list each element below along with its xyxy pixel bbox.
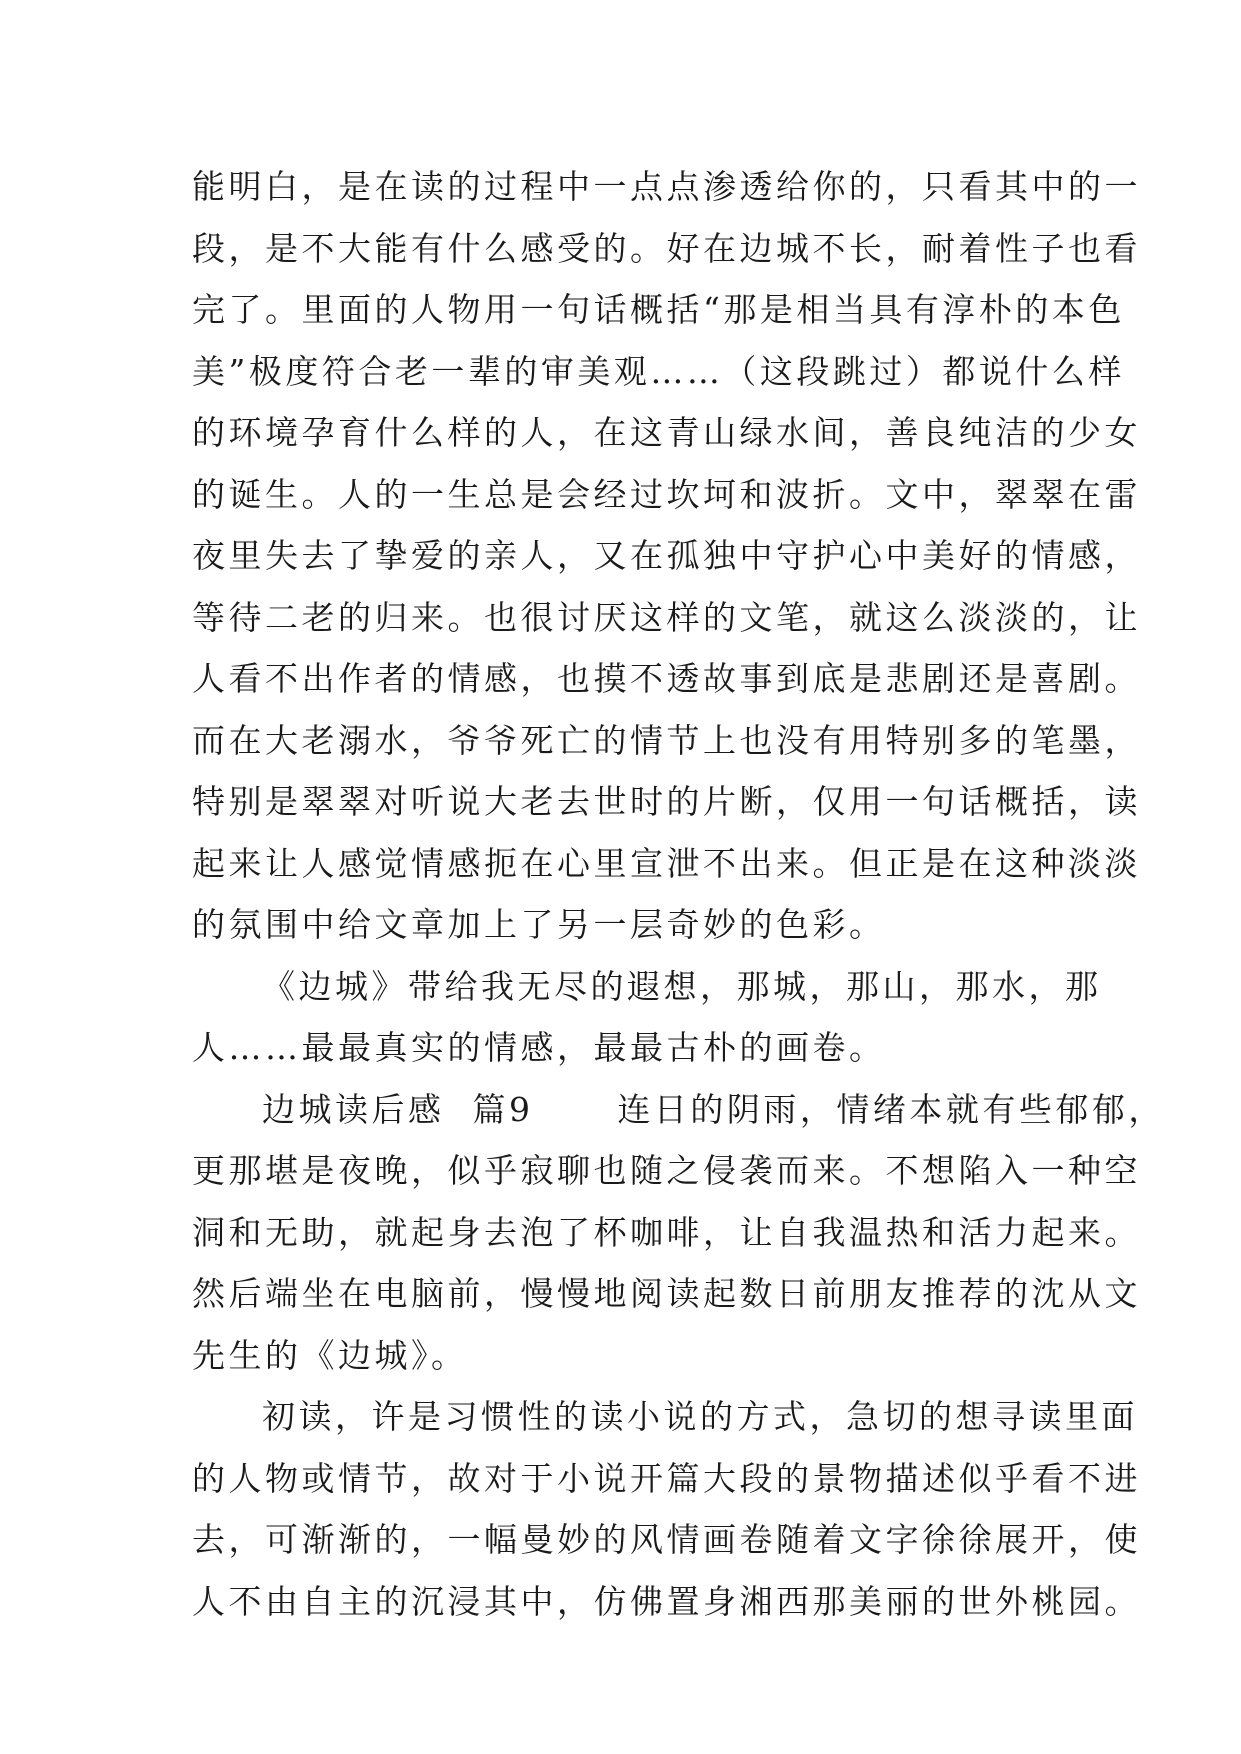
text-line: 起来让人感觉情感扼在心里宣泄不出来。但正是在这种淡淡 [192,843,1141,883]
text-line: 然后端坐在电脑前，慢慢地阅读起数日前朋友推荐的沈从文 [192,1274,1141,1313]
text-line: 能明白，是在读的过程中一点点渗透给你的，只看其中的一 [192,167,1141,206]
text-line: 等待二老的归来。也很讨厌这样的文笔，就这么淡淡的，让 [192,597,1141,637]
text-line: 特别是翠翠对听说大老去世时的片断，仅用一句话概括，读 [192,782,1141,821]
text-line: 的人物或情节，故对于小说开篇大段的景物描述似乎看不进 [192,1458,1141,1498]
text-line: 的环境孕育什么样的人，在这青山绿水间，善良纯洁的少女 [192,413,1141,452]
paragraph-start-line: 初读，许是习惯性的读小说的方式，急切的想寻读里面 [262,1397,1138,1436]
text-line: 人不由自主的沉浸其中，仿佛置身湘西那美丽的世外桃园。 [192,1581,1141,1621]
text-line: 人看不出作者的情感，也摸不透故事到底是悲剧还是喜剧。 [192,659,1141,698]
paragraph-start-line: 《边城》带给我无尽的遐想，那城，那山，那水，那 [262,966,1102,1006]
text-line: 更那堪是夜晚，似乎寂聊也随之侵袭而来。不想陷入一种空 [192,1151,1141,1190]
text-line: 完了。里面的人物用一句话概括“那是相当具有淳朴的本色 [192,290,1125,329]
section-heading-line: 边城读后感 篇9 连日的阴雨，情绪本就有些郁郁， [262,1089,1165,1129]
text-line: 段，是不大能有什么感受的。好在边城不长，耐着性子也看 [192,228,1141,268]
text-line: 夜里失去了挚爱的亲人，又在孤独中守护心中美好的情感， [192,536,1141,575]
text-line: 先生的《边城》。 [192,1335,468,1375]
text-line: 美”极度符合老一辈的审美观……（这段跳过）都说什么样 [192,351,1125,391]
text-line: 去，可渐渐的，一幅曼妙的风情画卷随着文字徐徐展开，使 [192,1520,1141,1559]
text-line: 的氛围中给文章加上了另一层奇妙的色彩。 [192,905,886,944]
text-line: 而在大老溺水，爷爷死亡的情节上也没有用特别多的笔墨， [192,720,1141,760]
document-page [192,156,1165,1632]
text-line: 洞和无助，就起身去泡了杯咖啡，让自我温热和活力起来。 [192,1212,1141,1252]
text-line: 人……最最真实的情感，最最古朴的画卷。 [192,1028,886,1067]
text-line: 的诞生。人的一生总是会经过坎坷和波折。文中，翠翠在雷 [192,474,1141,514]
